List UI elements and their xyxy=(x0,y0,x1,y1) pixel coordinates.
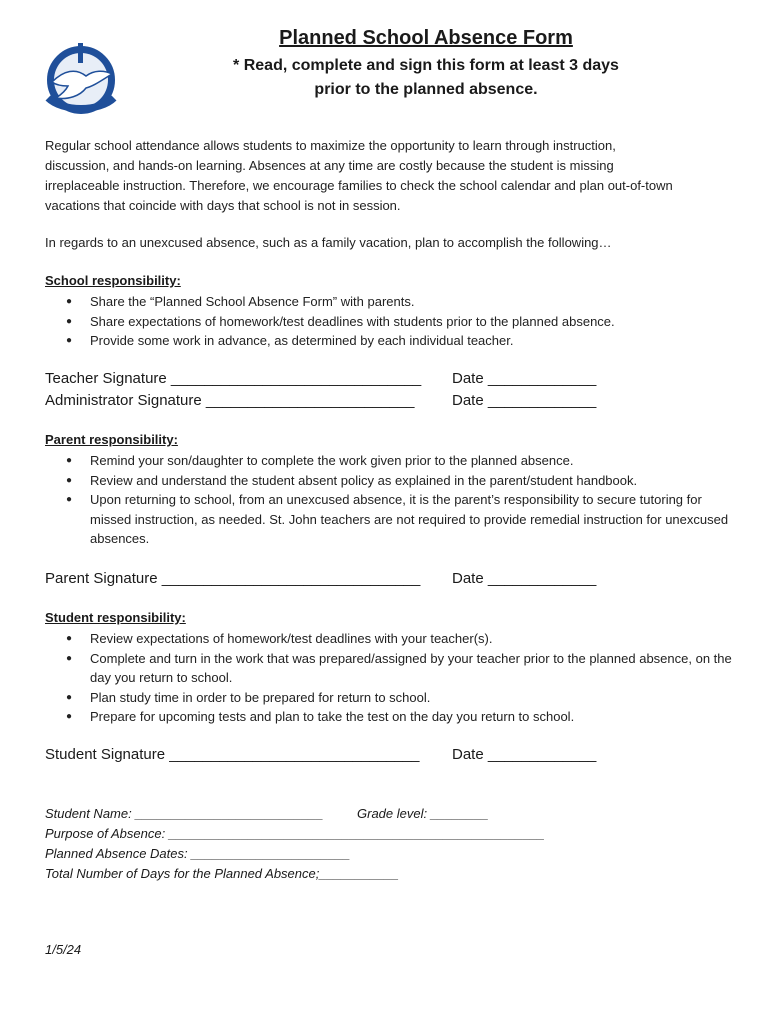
list-item: ● Upon returning to school, from an unexcused absence, it is the parent’s responsibility to secure tutoring for missed instruction, as needed. St. John teachers are not required to provide remedial instruction for unexcused absences. xyxy=(66,492,729,546)
intro-line: Regular school attendance allows students to maximize the opportunity to learn through instruction, xyxy=(45,138,616,153)
parent-responsibility-heading: Parent responsibility: xyxy=(45,432,178,447)
list-item: ● Review and understand the student absent policy as explained in the parent/student handbook. xyxy=(45,471,735,491)
student-signature-line[interactable]: Student Signature ______________________________ xyxy=(45,746,420,763)
purpose-field[interactable]: Purpose of Absence: ____________________________________________________ xyxy=(45,826,545,841)
school-responsibility-heading: School responsibility: xyxy=(45,273,181,288)
bullet-icon: ● xyxy=(66,474,73,486)
total-days-field[interactable]: Total Number of Days for the Planned Absence;___________ xyxy=(45,866,399,881)
footer-date: 1/5/24 xyxy=(45,942,82,957)
regards-paragraph: In regards to an unexcused absence, such as a family vacation, plan to accomplish the following… xyxy=(45,235,612,250)
administrator-signature-line[interactable]: Administrator Signature _________________________ xyxy=(45,392,415,409)
list-item: ● Plan study time in order to be prepared for return to school. xyxy=(45,688,735,708)
student-date-line[interactable]: Date _____________ xyxy=(452,746,597,763)
list-item: ● Share expectations of homework/test deadlines with students prior to the planned absence. xyxy=(45,312,735,332)
intro-line: vacations that coincide with days that school is not in session. xyxy=(45,198,401,213)
teacher-signature-line[interactable]: Teacher Signature ______________________________ xyxy=(45,370,422,387)
parent-signature-line[interactable]: Parent Signature _______________________________ xyxy=(45,570,421,587)
bullet-icon: ● xyxy=(66,315,73,327)
list-item: ● Prepare for upcoming tests and plan to take the test on the day you return to school. xyxy=(45,707,735,727)
student-responsibility-list xyxy=(45,629,735,727)
bullet-icon: ● xyxy=(66,633,73,644)
parent-responsibility-list xyxy=(45,451,735,549)
list-item: ● Remind your son/daughter to complete the work given prior to the planned absence. xyxy=(45,451,735,471)
form-title: Planned School Absence Form xyxy=(279,27,573,49)
bullet-icon: ● xyxy=(66,652,73,664)
form-subtitle-line1: * Read, complete and sign this form at least 3 days xyxy=(233,57,619,74)
planned-dates-field[interactable]: Planned Absence Dates: ______________________ xyxy=(45,846,351,861)
student-name-field[interactable]: Student Name: __________________________ xyxy=(45,806,324,821)
parent-date-line[interactable]: Date _____________ xyxy=(452,570,597,587)
bullet-icon: ● xyxy=(66,455,73,466)
school-responsibility-list xyxy=(45,292,735,351)
intro-line: discussion, and hands-on learning. Absences at any time are costly because the student is missing xyxy=(45,158,614,173)
list-item: ● Share the “Planned School Absence Form” with parents. xyxy=(45,292,735,312)
bullet-icon: ● xyxy=(66,711,73,722)
form-subtitle-line2: prior to the planned absence. xyxy=(314,81,538,98)
grade-level-field[interactable]: Grade level: ________ xyxy=(357,806,489,821)
intro-paragraph xyxy=(45,136,735,216)
student-responsibility-heading: Student responsibility: xyxy=(45,610,186,625)
list-item: ● Complete and turn in the work that was prepared/assigned by your teacher prior to the planned absence, on the day you return to school. xyxy=(66,650,732,685)
bullet-icon: ● xyxy=(66,296,73,307)
intro-line: irreplaceable instruction. Therefore, we encourage families to check the school calendar and plan out-of-town xyxy=(45,178,673,193)
teacher-date-line[interactable]: Date _____________ xyxy=(452,370,597,387)
list-item: ● Provide some work in advance, as determined by each individual teacher. xyxy=(45,331,735,351)
list-item: ● Review expectations of homework/test deadlines with your teacher(s). xyxy=(45,629,735,649)
administrator-date-line[interactable]: Date _____________ xyxy=(452,392,597,409)
bullet-icon: ● xyxy=(66,335,73,346)
bullet-icon: ● xyxy=(66,494,73,505)
school-logo xyxy=(42,40,120,118)
bullet-icon: ● xyxy=(66,691,73,703)
